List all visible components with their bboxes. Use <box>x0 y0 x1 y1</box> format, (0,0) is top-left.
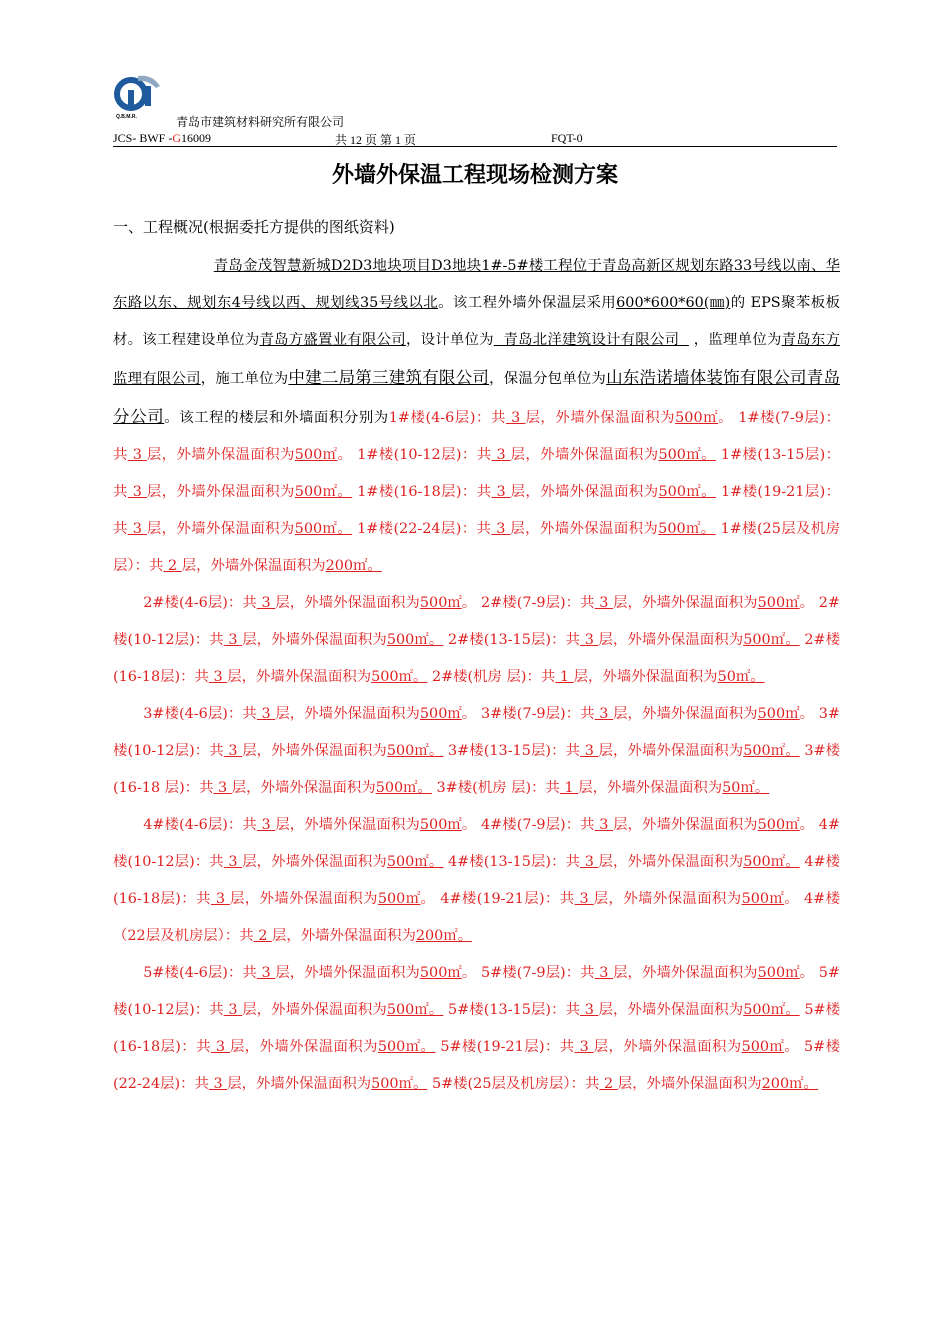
floor-end: 。 <box>337 447 353 463</box>
floor-end: 。 <box>420 891 436 907</box>
floor-pre: 1#楼(19-21层)：共 <box>113 484 841 537</box>
floor-entry <box>437 780 770 796</box>
floor-a: 500㎡ <box>757 817 800 833</box>
floor-pre: 4#楼(19-21层)：共 <box>440 891 575 907</box>
doc-code <box>113 131 211 146</box>
floor-mid: 层，外墙外保温面积为 <box>598 854 744 870</box>
floor-mid: 层，外墙外保温面积为 <box>227 669 372 685</box>
floor-n: 3 <box>256 965 276 981</box>
floor-n: 3 <box>580 854 599 870</box>
floor-a: 500㎡。 <box>294 521 353 537</box>
floor-a: 500㎡。 <box>743 632 800 648</box>
floor-pre: 3#楼(13-15层)：共 <box>448 743 581 759</box>
builder-name: 青岛方盛置业有限公司 <box>259 332 406 348</box>
floor-n: 3 <box>127 521 147 537</box>
floor-a: 500㎡。 <box>658 521 716 537</box>
contractor-name: 中建二局第三建筑有限公司 <box>288 368 490 387</box>
floor-mid: 层，外墙外保温面积为 <box>242 854 387 870</box>
floor-mid: 层，外墙外保温面积为 <box>146 484 295 500</box>
floor-pre: 1#楼(25层及机房层）：共 <box>113 521 840 574</box>
floor-mid: 层，外墙外保温面积为 <box>510 484 659 500</box>
floor-a: 200㎡。 <box>325 558 382 574</box>
floor-mid: 层，外墙外保温面积为 <box>242 1002 387 1018</box>
floor-n: 3 <box>594 817 614 833</box>
floor-pre: 1#楼(13-15层)：共 <box>113 447 841 500</box>
floor-n: 1 <box>555 669 574 685</box>
floor-pre: 3#楼(4-6层)：共 <box>143 706 257 722</box>
floor-pre: 4#楼（22层及机房层）：共 <box>113 891 841 944</box>
floor-n: 3 <box>223 1002 243 1018</box>
floor-mid: 层，外墙外保温面积为 <box>227 1076 372 1092</box>
floor-n: 3 <box>210 891 230 907</box>
floor-entry <box>448 743 800 759</box>
floor-pre: 4#楼(13-15层)：共 <box>448 854 581 870</box>
floor-entry <box>481 965 814 981</box>
floor-a: 500㎡ <box>419 965 462 981</box>
floor-mid: 层，外墙外保温面积为 <box>275 817 420 833</box>
floor-mid: 层，外墙外保温面积为 <box>181 558 326 574</box>
intro-text: 。该工程外墙外保温层采用 <box>438 295 617 311</box>
floor-pre: 5#楼(19-21层)：共 <box>440 1039 575 1055</box>
intro-text: ，保温分包单位为 <box>489 371 607 387</box>
floor-pre: 1#楼(7-9层)：共 <box>113 410 840 463</box>
floor-pre: 2#楼(4-6层)：共 <box>143 595 257 611</box>
floor-n: 3 <box>223 854 243 870</box>
floor-entry <box>357 447 716 463</box>
floor-mid: 层，外墙外保温面积为 <box>146 447 295 463</box>
floor-n: 3 <box>580 743 599 759</box>
floor-a: 500㎡ <box>757 706 800 722</box>
floor-a: 200㎡。 <box>415 928 473 944</box>
floor-end: 。 <box>784 1039 800 1055</box>
floor-mid: 层，外墙外保温面积为 <box>613 965 758 981</box>
floor-n: 3 <box>594 965 614 981</box>
floor-end: 。 <box>718 410 734 426</box>
floor-n: 3 <box>127 447 147 463</box>
building-3-paragraph <box>113 696 840 807</box>
floor-n: 3 <box>213 780 232 796</box>
floor-pre: 5#楼(16-18层)：共 <box>113 1002 841 1055</box>
floor-a: 500㎡。 <box>377 1039 436 1055</box>
floor-a: 500㎡ <box>757 965 800 981</box>
floor-mid: 层，外墙外保温面积为 <box>573 669 718 685</box>
floor-mid: 层，外墙外保温面积为 <box>275 595 420 611</box>
floor-a: 500㎡。 <box>743 854 800 870</box>
building-1-areas <box>113 410 840 574</box>
floor-n: 1 <box>559 780 579 796</box>
floor-n: 3 <box>580 1002 599 1018</box>
floor-end: 。 <box>461 817 477 833</box>
floor-n: 3 <box>208 669 228 685</box>
floor-pre: 4#楼(7-9层)：共 <box>481 817 595 833</box>
floor-pre: 2#楼(10-12层)：共 <box>113 595 840 648</box>
floor-entry <box>440 1039 799 1055</box>
floor-n: 2 <box>163 558 182 574</box>
floor-entry <box>440 891 799 907</box>
floor-mid: 层，外墙外保温面积为 <box>593 1039 742 1055</box>
floor-a: 500㎡。 <box>743 1002 800 1018</box>
floor-end: 。 <box>799 706 815 722</box>
floor-a: 500㎡ <box>419 706 462 722</box>
floor-mid: 层，外墙外保温面积为 <box>598 743 744 759</box>
floor-pre: 4#楼(16-18层)：共 <box>113 854 841 907</box>
floor-a: 500㎡。 <box>743 743 800 759</box>
floor-end: 。 <box>784 891 800 907</box>
floor-a: 50㎡。 <box>717 669 765 685</box>
floor-n: 3 <box>127 484 147 500</box>
floor-n: 3 <box>491 447 511 463</box>
floor-n: 3 <box>256 817 276 833</box>
floor-mid: 层，外墙外保温面积为 <box>613 817 758 833</box>
floor-end: 。 <box>461 595 477 611</box>
floor-a: 500㎡。 <box>386 632 444 648</box>
intro-paragraph <box>113 248 840 585</box>
floor-n: 3 <box>208 1076 228 1092</box>
floor-pre: 1#楼(4-6层)：共 <box>388 410 506 426</box>
floor-end: 。 <box>799 965 815 981</box>
company-name: 青岛市建筑材料研究所有限公司 <box>176 115 345 129</box>
floor-entry <box>432 1076 818 1092</box>
floor-entry <box>448 1002 800 1018</box>
floor-mid: 层，外墙外保温面积为 <box>613 595 758 611</box>
subcontractor-name: 山东浩诺墙体装饰有限公司青岛分公司 <box>113 368 840 426</box>
floor-n: 3 <box>506 410 526 426</box>
floor-pre: 5#楼(22-24层)：共 <box>113 1039 841 1092</box>
section-heading: 一、工程概况(根据委托方提供的图纸资料) <box>113 218 395 236</box>
floor-mid: 层，外墙外保温面积为 <box>275 706 420 722</box>
floor-mid: 层，外墙外保温面积为 <box>510 447 659 463</box>
floor-mid: 层，外墙外保温面积为 <box>229 1039 378 1055</box>
floor-mid: 层，外墙外保温面积为 <box>617 1076 762 1092</box>
floor-pre: 1#楼(22-24层)：共 <box>357 521 492 537</box>
floor-mid: 层，外墙外保温面积为 <box>271 928 416 944</box>
floor-entry <box>357 521 716 537</box>
floor-n: 3 <box>256 595 276 611</box>
building-4-paragraph <box>113 807 840 955</box>
floor-a: 500㎡ <box>741 891 785 907</box>
floor-mid: 层，外墙外保温面积为 <box>613 706 758 722</box>
floor-mid: 层，外墙外保温面积为 <box>578 780 723 796</box>
intro-text: 的 EPS聚苯板板材。该工程建设单位为 <box>113 295 840 348</box>
panel-size: 600*600*60(㎜) <box>616 295 731 311</box>
intro-text: ，监理单位为 <box>688 332 782 348</box>
project-location: 青岛金茂智慧新城D2D3地块项目D3地块1#-5#楼工程位于青岛高新区规划东路33号线以南、华东路以东、规划东4号线以西、规划线35号线以北 <box>113 258 840 311</box>
floor-n: 3 <box>210 1039 230 1055</box>
floor-a: 500㎡ <box>419 595 462 611</box>
floor-mid: 层，外墙外保温面积为 <box>525 410 676 426</box>
floor-entry <box>481 817 814 833</box>
floor-a: 500㎡。 <box>386 743 444 759</box>
floor-entry <box>448 854 800 870</box>
floor-pre: 4#楼(4-6层)：共 <box>143 817 257 833</box>
floor-pre: 3#楼(7-9层)：共 <box>481 706 595 722</box>
floor-a: 500㎡。 <box>375 780 432 796</box>
floor-entry <box>448 632 800 648</box>
floor-pre: 2#楼(16-18层)：共 <box>113 632 841 685</box>
floor-end: 。 <box>461 965 477 981</box>
floor-mid: 层，外墙外保温面积为 <box>598 1002 744 1018</box>
floor-a: 500㎡。 <box>371 669 428 685</box>
floor-end: 。 <box>461 706 477 722</box>
floor-entry <box>143 706 476 722</box>
logo-text: Q.B.M.R. <box>116 114 137 120</box>
floor-entry <box>143 965 476 981</box>
floor-n: 3 <box>574 891 594 907</box>
floor-pre: 5#楼(10-12层)：共 <box>113 965 840 1018</box>
floor-entry <box>357 484 716 500</box>
floor-pre: 3#楼(16-18 层)：共 <box>113 743 841 796</box>
floor-mid: 层，外墙外保温面积为 <box>593 891 742 907</box>
intro-text: ，设计单位为 <box>405 332 494 348</box>
doc-code-g: G <box>172 131 182 145</box>
building-2-paragraph <box>113 585 840 696</box>
floor-a: 500㎡ <box>741 1039 785 1055</box>
floor-mid: 层，外墙外保温面积为 <box>231 780 376 796</box>
building-5-paragraph <box>113 955 840 1103</box>
floor-n: 3 <box>491 521 511 537</box>
floor-pre: 1#楼(16-18层)：共 <box>357 484 492 500</box>
floor-n: 3 <box>223 632 243 648</box>
floor-pre: 1#楼(10-12层)：共 <box>357 447 492 463</box>
floor-a: 500㎡。 <box>386 1002 444 1018</box>
floor-a: 500㎡。 <box>658 447 716 463</box>
floor-mid: 层，外墙外保温面积为 <box>146 521 295 537</box>
floor-entry <box>143 595 476 611</box>
floor-mid: 层，外墙外保温面积为 <box>242 632 387 648</box>
floor-a: 500㎡ <box>294 447 338 463</box>
floor-entry <box>432 669 765 685</box>
intro-text: 。该工程的楼层和外墙面积分别为 <box>164 410 389 426</box>
doc-code-prefix: JCS- BWF - <box>113 131 173 145</box>
floor-n: 3 <box>223 743 243 759</box>
floor-entry <box>143 817 476 833</box>
floor-a: 500㎡。 <box>658 484 716 500</box>
floor-pre: 4#楼(10-12层)：共 <box>113 817 840 870</box>
floor-pre: 5#楼(7-9层)：共 <box>481 965 595 981</box>
obmr-logo-icon <box>112 72 172 122</box>
header-rule <box>113 146 837 147</box>
floor-n: 3 <box>574 1039 594 1055</box>
floor-end: 。 <box>799 817 815 833</box>
form-code: FQT-0 <box>551 131 583 145</box>
floor-pre: 3#楼(机房 层)：共 <box>436 780 560 796</box>
floor-pre: 2#楼(机房 层)：共 <box>431 669 556 685</box>
floor-a: 500㎡。 <box>294 484 353 500</box>
floor-pre: 3#楼(10-12层)：共 <box>113 706 840 759</box>
floor-pre: 5#楼(25层及机房层）：共 <box>431 1076 600 1092</box>
floor-a: 500㎡。 <box>371 1076 428 1092</box>
floor-n: 2 <box>253 928 272 944</box>
floor-n: 2 <box>599 1076 618 1092</box>
floor-pre: 5#楼(13-15层)：共 <box>448 1002 581 1018</box>
floor-a: 500㎡。 <box>386 854 444 870</box>
floor-mid: 层，外墙外保温面积为 <box>275 965 420 981</box>
floor-a: 200㎡。 <box>761 1076 818 1092</box>
floor-end: 。 <box>799 595 815 611</box>
supervisor-name: 青岛东方监理有限公司 <box>113 332 840 387</box>
floor-pre: 2#楼(13-15层)：共 <box>448 632 581 648</box>
floor-n: 3 <box>594 706 614 722</box>
floor-entry <box>481 706 814 722</box>
doc-code-num: 16009 <box>181 131 212 145</box>
floor-mid: 层，外墙外保温面积为 <box>598 632 744 648</box>
floor-a: 50㎡。 <box>722 780 770 796</box>
floor-mid: 层，外墙外保温面积为 <box>242 743 387 759</box>
floor-n: 3 <box>256 706 276 722</box>
page-info: 共 12 页 第 1 页 <box>335 133 417 147</box>
floor-pre: 5#楼(4-6层)：共 <box>143 965 257 981</box>
floor-n: 3 <box>491 484 511 500</box>
floor-entry <box>389 410 733 426</box>
floor-mid: 层，外墙外保温面积为 <box>229 891 378 907</box>
floor-entry <box>481 595 814 611</box>
floor-n: 3 <box>594 595 614 611</box>
document-body <box>113 248 840 1103</box>
floor-a: 500㎡ <box>377 891 421 907</box>
floor-mid: 层，外墙外保温面积为 <box>510 521 659 537</box>
intro-text: ，施工单位为 <box>200 371 289 387</box>
floor-pre: 2#楼(7-9层)：共 <box>481 595 595 611</box>
page-title: 外墙外保温工程现场检测方案 <box>331 163 618 188</box>
floor-n: 3 <box>580 632 599 648</box>
floor-a: 500㎡ <box>675 410 719 426</box>
floor-a: 500㎡ <box>419 817 462 833</box>
floor-a: 500㎡ <box>757 595 800 611</box>
designer-name: 青岛北洋建筑设计有限公司 <box>493 332 689 348</box>
